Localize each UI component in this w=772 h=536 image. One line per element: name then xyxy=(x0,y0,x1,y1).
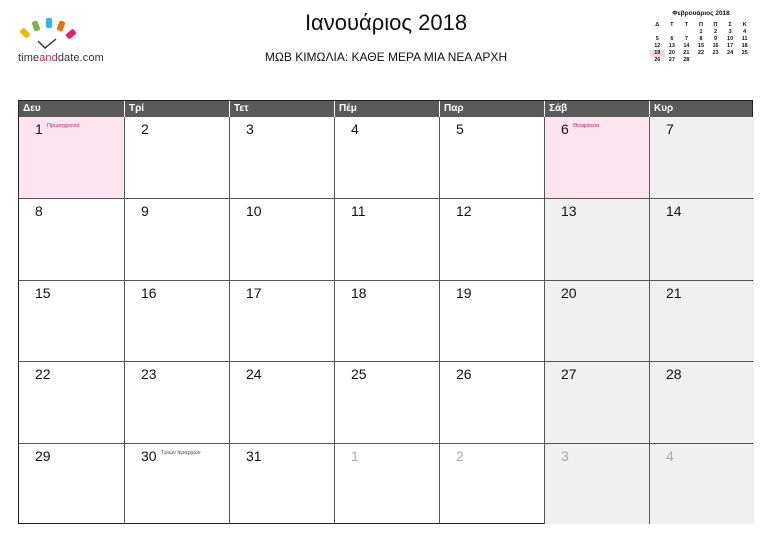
day-cell[interactable] xyxy=(124,362,229,442)
mini-day: 26 xyxy=(654,57,661,63)
mini-day: 4 xyxy=(743,29,747,35)
day-cell[interactable] xyxy=(439,362,544,442)
mini-day: 10 xyxy=(727,36,734,42)
day-cell[interactable] xyxy=(649,199,754,279)
mini-weekday-label: Σ xyxy=(728,22,732,28)
weekday-header-cell: Σάβ xyxy=(544,101,649,117)
day-cell[interactable] xyxy=(124,444,229,524)
week-row xyxy=(19,117,752,198)
day-cell[interactable] xyxy=(439,444,544,524)
mini-day xyxy=(650,29,665,36)
day-number: 24 xyxy=(246,366,262,383)
day-note: Θεοφάνεια xyxy=(573,123,600,129)
mini-day: 12 xyxy=(654,43,661,49)
mini-day xyxy=(679,29,694,36)
mini-weekday-label: Π xyxy=(698,22,703,28)
mini-day: 5 xyxy=(655,36,659,42)
day-note: Πρωτοχρονιά xyxy=(47,123,80,129)
day-cell[interactable] xyxy=(19,444,124,524)
day-number: 15 xyxy=(35,284,51,301)
day-number: 17 xyxy=(246,284,262,301)
mini-day: 19 xyxy=(650,50,665,57)
mini-day: 9 xyxy=(714,36,718,42)
mini-day: 28 xyxy=(683,57,690,63)
week-row xyxy=(19,280,752,361)
day-number: 7 xyxy=(666,121,674,137)
day-cell[interactable] xyxy=(229,199,334,279)
day-number: 11 xyxy=(351,203,366,220)
day-number: 2 xyxy=(141,121,149,137)
mini-day xyxy=(694,57,709,64)
day-number: 29 xyxy=(35,447,51,464)
day-number: 3 xyxy=(246,121,254,137)
day-cell[interactable] xyxy=(334,362,439,442)
day-number: 22 xyxy=(35,366,51,383)
day-cell[interactable] xyxy=(439,117,544,198)
mini-weekday-label: Τ xyxy=(684,22,689,28)
weekday-header xyxy=(19,101,752,117)
mini-day: 8 xyxy=(699,36,703,42)
mini-day: 17 xyxy=(727,43,734,49)
day-cell[interactable] xyxy=(229,362,334,442)
mini-day: 14 xyxy=(683,43,690,49)
mini-calendar-title: Φεβρουάριος 2018 xyxy=(672,10,730,17)
day-cell[interactable] xyxy=(439,281,544,361)
mini-day: 7 xyxy=(684,36,688,42)
mini-day: 13 xyxy=(668,43,675,49)
mini-day: 15 xyxy=(697,43,705,49)
day-number: 4 xyxy=(666,447,674,464)
day-number: 23 xyxy=(141,366,157,383)
day-cell[interactable] xyxy=(544,362,649,442)
day-cell[interactable] xyxy=(124,281,229,361)
day-number: 8 xyxy=(35,203,43,220)
day-cell[interactable] xyxy=(229,117,334,198)
day-cell[interactable] xyxy=(229,281,334,361)
day-number: 1 xyxy=(35,121,43,137)
weekday-header-cell: Τετ xyxy=(229,101,334,117)
day-cell[interactable] xyxy=(334,444,439,524)
day-number: 25 xyxy=(351,366,367,383)
day-number: 5 xyxy=(456,121,464,137)
day-number: 26 xyxy=(456,366,472,383)
day-number: 12 xyxy=(456,203,472,220)
day-number: 10 xyxy=(246,203,262,220)
day-number: 1 xyxy=(351,447,359,464)
month-grid xyxy=(18,100,753,524)
page-subtitle: ΜΩΒ ΚΙΜΩΛΙΑ: ΚΑΘΕ ΜΕΡΑ ΜΙΑ ΝΕΑ ΑΡΧΗ xyxy=(264,50,508,64)
day-number: 16 xyxy=(141,284,157,301)
mini-day: 24 xyxy=(727,50,734,56)
logo-check-icon xyxy=(36,38,58,50)
day-number: 14 xyxy=(666,203,682,220)
mini-day: 11 xyxy=(741,36,748,42)
mini-day xyxy=(665,29,680,36)
day-cell[interactable] xyxy=(649,362,754,442)
mini-day xyxy=(737,57,752,64)
mini-day: 27 xyxy=(668,57,675,63)
day-cell[interactable] xyxy=(334,117,439,198)
weekday-header-cell: Παρ xyxy=(439,101,544,117)
day-cell[interactable] xyxy=(649,117,754,198)
mini-day: 20 xyxy=(668,50,675,56)
day-number: 19 xyxy=(456,284,472,301)
week-row xyxy=(19,443,752,524)
weekday-header-cell: Κυρ xyxy=(649,101,754,117)
day-number: 31 xyxy=(246,447,262,464)
day-cell[interactable] xyxy=(19,199,124,279)
logo-wordmark: timeanddate.com xyxy=(18,52,104,64)
day-cell[interactable] xyxy=(649,281,754,361)
mini-weekday-label: Τ xyxy=(670,22,674,28)
day-number: 27 xyxy=(561,366,577,383)
day-cell[interactable] xyxy=(19,117,124,198)
weekday-header-cell: Πέμ xyxy=(334,101,439,117)
day-number: 4 xyxy=(351,121,359,137)
mini-day: 3 xyxy=(728,29,732,35)
weekday-header-cell: Τρί xyxy=(124,101,229,117)
day-cell[interactable] xyxy=(19,362,124,442)
mini-day: 25 xyxy=(741,50,748,56)
day-number: 28 xyxy=(666,366,682,383)
day-cell[interactable] xyxy=(229,444,334,524)
day-cell[interactable] xyxy=(439,199,544,279)
day-cell[interactable] xyxy=(334,199,439,279)
day-cell[interactable] xyxy=(544,199,649,279)
day-note: Τριών Ιεραρχών xyxy=(161,449,201,456)
mini-day: 2 xyxy=(714,29,718,35)
week-row xyxy=(19,198,752,279)
mini-calendar xyxy=(650,10,752,64)
day-number: 2 xyxy=(456,447,464,464)
day-cell[interactable] xyxy=(334,281,439,361)
day-number: 13 xyxy=(561,203,577,220)
mini-weekday-label: Κ xyxy=(742,22,747,28)
day-cell[interactable] xyxy=(124,117,229,198)
day-cell[interactable] xyxy=(19,281,124,361)
day-number: 20 xyxy=(561,284,577,301)
mini-calendar-table xyxy=(650,22,752,64)
mini-weekday-label: Δ xyxy=(655,22,660,28)
mini-weekday-label: Π xyxy=(713,22,718,28)
mini-day: 23 xyxy=(712,50,719,56)
day-number: 9 xyxy=(141,203,149,220)
page-title: Ιανουάριος 2018 xyxy=(304,10,468,35)
mini-day xyxy=(708,57,723,64)
mini-day xyxy=(723,57,738,64)
mini-day: 6 xyxy=(670,36,674,42)
day-number: 30 xyxy=(141,447,157,464)
day-cell[interactable] xyxy=(544,444,649,524)
mini-day: 18 xyxy=(741,43,748,49)
day-number: 21 xyxy=(666,284,682,301)
day-cell[interactable] xyxy=(649,444,754,524)
mini-day: 16 xyxy=(712,43,719,49)
day-cell[interactable] xyxy=(544,281,649,361)
day-cell[interactable] xyxy=(544,117,649,198)
week-row xyxy=(19,361,752,442)
day-number: 3 xyxy=(561,447,569,464)
mini-day: 21 xyxy=(683,50,690,56)
day-number: 18 xyxy=(351,284,367,301)
day-cell[interactable] xyxy=(124,199,229,279)
day-number: 6 xyxy=(561,121,569,137)
mini-day: 22 xyxy=(697,50,705,56)
weekday-header-cell: Δευ xyxy=(23,103,41,114)
mini-day: 1 xyxy=(699,29,703,35)
